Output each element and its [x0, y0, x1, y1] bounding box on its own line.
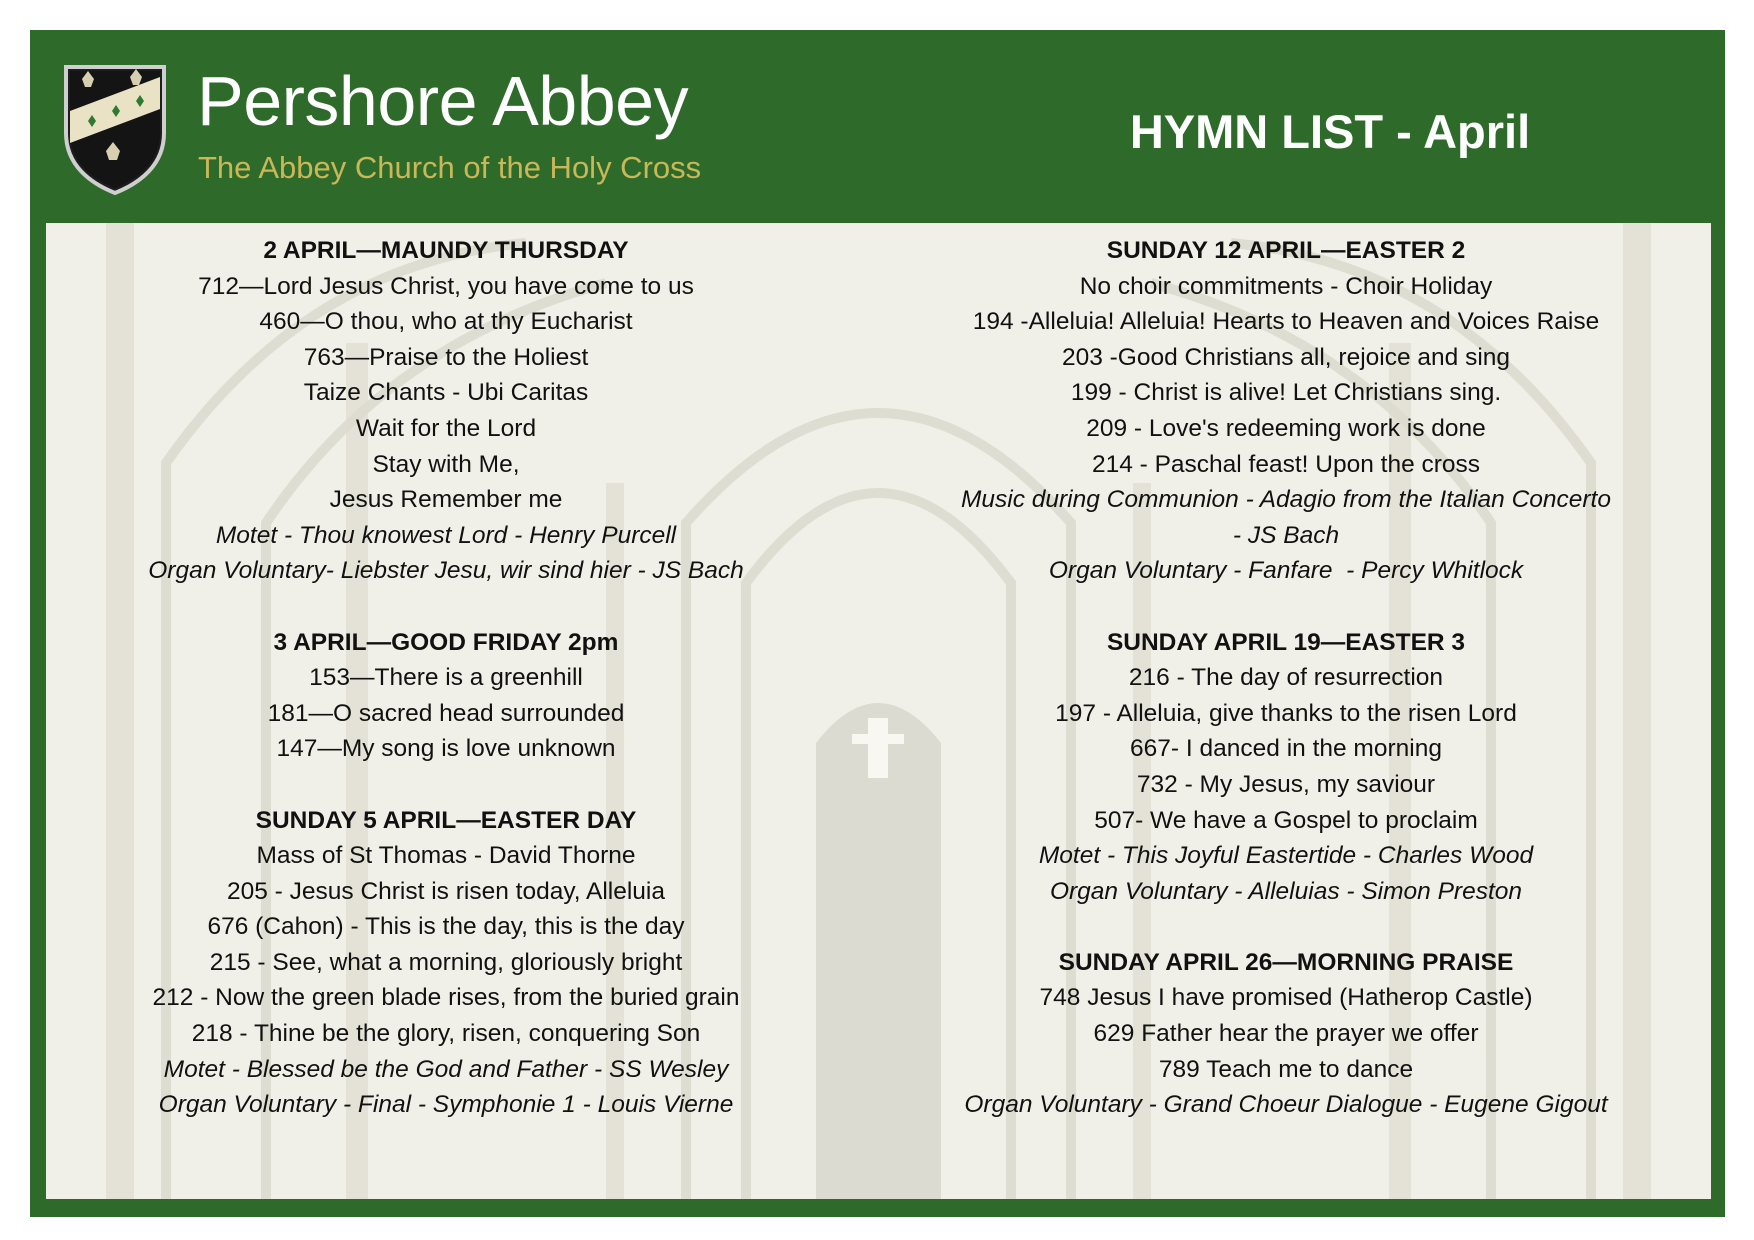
service-heading: SUNDAY APRIL 19—EASTER 3: [1106, 628, 1466, 656]
hymn-line: No choir commitments - Choir Holiday: [1079, 272, 1493, 300]
document-title: HYMN LIST - April: [1129, 105, 1531, 158]
hymn-line: 153—There is a greenhill: [309, 664, 583, 692]
service-section: [896, 625, 1676, 910]
service-heading: 2 APRIL—MAUNDY THURSDAY: [263, 237, 629, 264]
service-heading: SUNDAY 12 APRIL—EASTER 2: [1106, 237, 1466, 264]
hymn-line: 218 - Thine be the glory, risen, conquering Son: [191, 1020, 701, 1048]
hymn-line: 676 (Cahon) - This is the day, this is the day: [207, 913, 685, 941]
poster-frame: [30, 30, 1725, 1217]
organization-subtitle: The Abbey Church of the Holy Cross: [198, 150, 702, 185]
organ-voluntary-line: Organ Voluntary - Grand Choeur Dialogue - Eugene Gigout: [964, 1091, 1608, 1119]
service-section: [106, 803, 786, 1123]
hymn-line: Taize Chants - Ubi Caritas: [303, 379, 589, 407]
hymn-line: 667- I danced in the morning: [1130, 735, 1442, 763]
hymn-line: 460—O thou, who at thy Eucharist: [259, 308, 633, 336]
hymn-line: 763—Praise to the Holiest: [303, 343, 589, 371]
service-section: [106, 625, 786, 767]
service-section: [896, 945, 1676, 1123]
hymn-line: 748 Jesus I have promised (Hatherop Castle): [1039, 984, 1533, 1012]
hymn-line: Mass of St Thomas - David Thorne: [256, 842, 636, 870]
hymn-line: 199 - Christ is alive! Let Christians sing.: [1070, 379, 1502, 407]
hymn-line: 215 - See, what a morning, gloriously bright: [209, 948, 683, 976]
left-column: [106, 233, 786, 1158]
hymn-line: 732 - My Jesus, my saviour: [1136, 770, 1436, 798]
organ-voluntary-line: Organ Voluntary- Liebster Jesu, wir sind hier - JS Bach: [148, 557, 744, 585]
communion-music-line: - JS Bach: [1232, 521, 1340, 549]
hymn-line: 181—O sacred head surrounded: [267, 699, 625, 727]
hymn-line: 216 - The day of resurrection: [1128, 664, 1444, 692]
hymn-line: 212 - Now the green blade rises, from the buried grain: [152, 984, 740, 1012]
service-heading: 3 APRIL—GOOD FRIDAY 2pm: [273, 628, 619, 656]
hymn-line: Jesus Remember me: [329, 486, 563, 514]
service-heading: SUNDAY 5 APRIL—EASTER DAY: [255, 806, 637, 834]
hymn-line: Wait for the Lord: [355, 414, 537, 442]
hymn-line: 209 - Love's redeeming work is done: [1086, 414, 1486, 442]
right-column: [896, 233, 1676, 1158]
service-heading: SUNDAY APRIL 26—MORNING PRAISE: [1058, 948, 1514, 976]
hymn-line: 214 - Paschal feast! Upon the cross: [1091, 450, 1481, 478]
motet-line: Motet - Blessed be the God and Father - SS Wesley: [163, 1055, 729, 1083]
hymn-line: 197 - Alleluia, give thanks to the risen Lord: [1055, 699, 1517, 727]
abbey-crest-icon: [60, 63, 170, 197]
communion-music-line: Music during Communion - Adagio from the Italian Concerto: [960, 486, 1611, 514]
service-section: [896, 233, 1676, 589]
hymn-line: Stay with Me,: [372, 450, 520, 478]
service-section: [106, 233, 786, 589]
hymn-line: 507- We have a Gospel to proclaim: [1094, 806, 1478, 834]
hymn-line: 147—My song is love unknown: [276, 735, 616, 763]
hymn-line: 712—Lord Jesus Christ, you have come to us: [198, 272, 694, 300]
header-band: [30, 30, 1725, 222]
organ-voluntary-line: Organ Voluntary - Fanfare - Percy Whitlock: [1048, 557, 1524, 585]
motet-line: Motet - Thou knowest Lord - Henry Purcell: [215, 521, 677, 549]
hymn-line: 205 - Jesus Christ is risen today, Alleluia: [226, 877, 666, 905]
motet-line: Motet - This Joyful Eastertide - Charles Wood: [1038, 842, 1534, 870]
hymn-line: 789 Teach me to dance: [1158, 1055, 1414, 1083]
hymn-list-panel: [46, 223, 1711, 1199]
hymn-line: 194 -Alleluia! Alleluia! Hearts to Heaven and Voices Raise: [972, 308, 1600, 336]
organ-voluntary-line: Organ Voluntary - Final - Symphonie 1 - Louis Vierne: [158, 1091, 734, 1119]
hymn-line: 629 Father hear the prayer we offer: [1093, 1020, 1479, 1048]
hymn-line: 203 -Good Christians all, rejoice and sing: [1061, 343, 1511, 371]
organ-voluntary-line: Organ Voluntary - Alleluias - Simon Preston: [1049, 877, 1523, 905]
organization-name: Pershore Abbey: [197, 62, 689, 140]
